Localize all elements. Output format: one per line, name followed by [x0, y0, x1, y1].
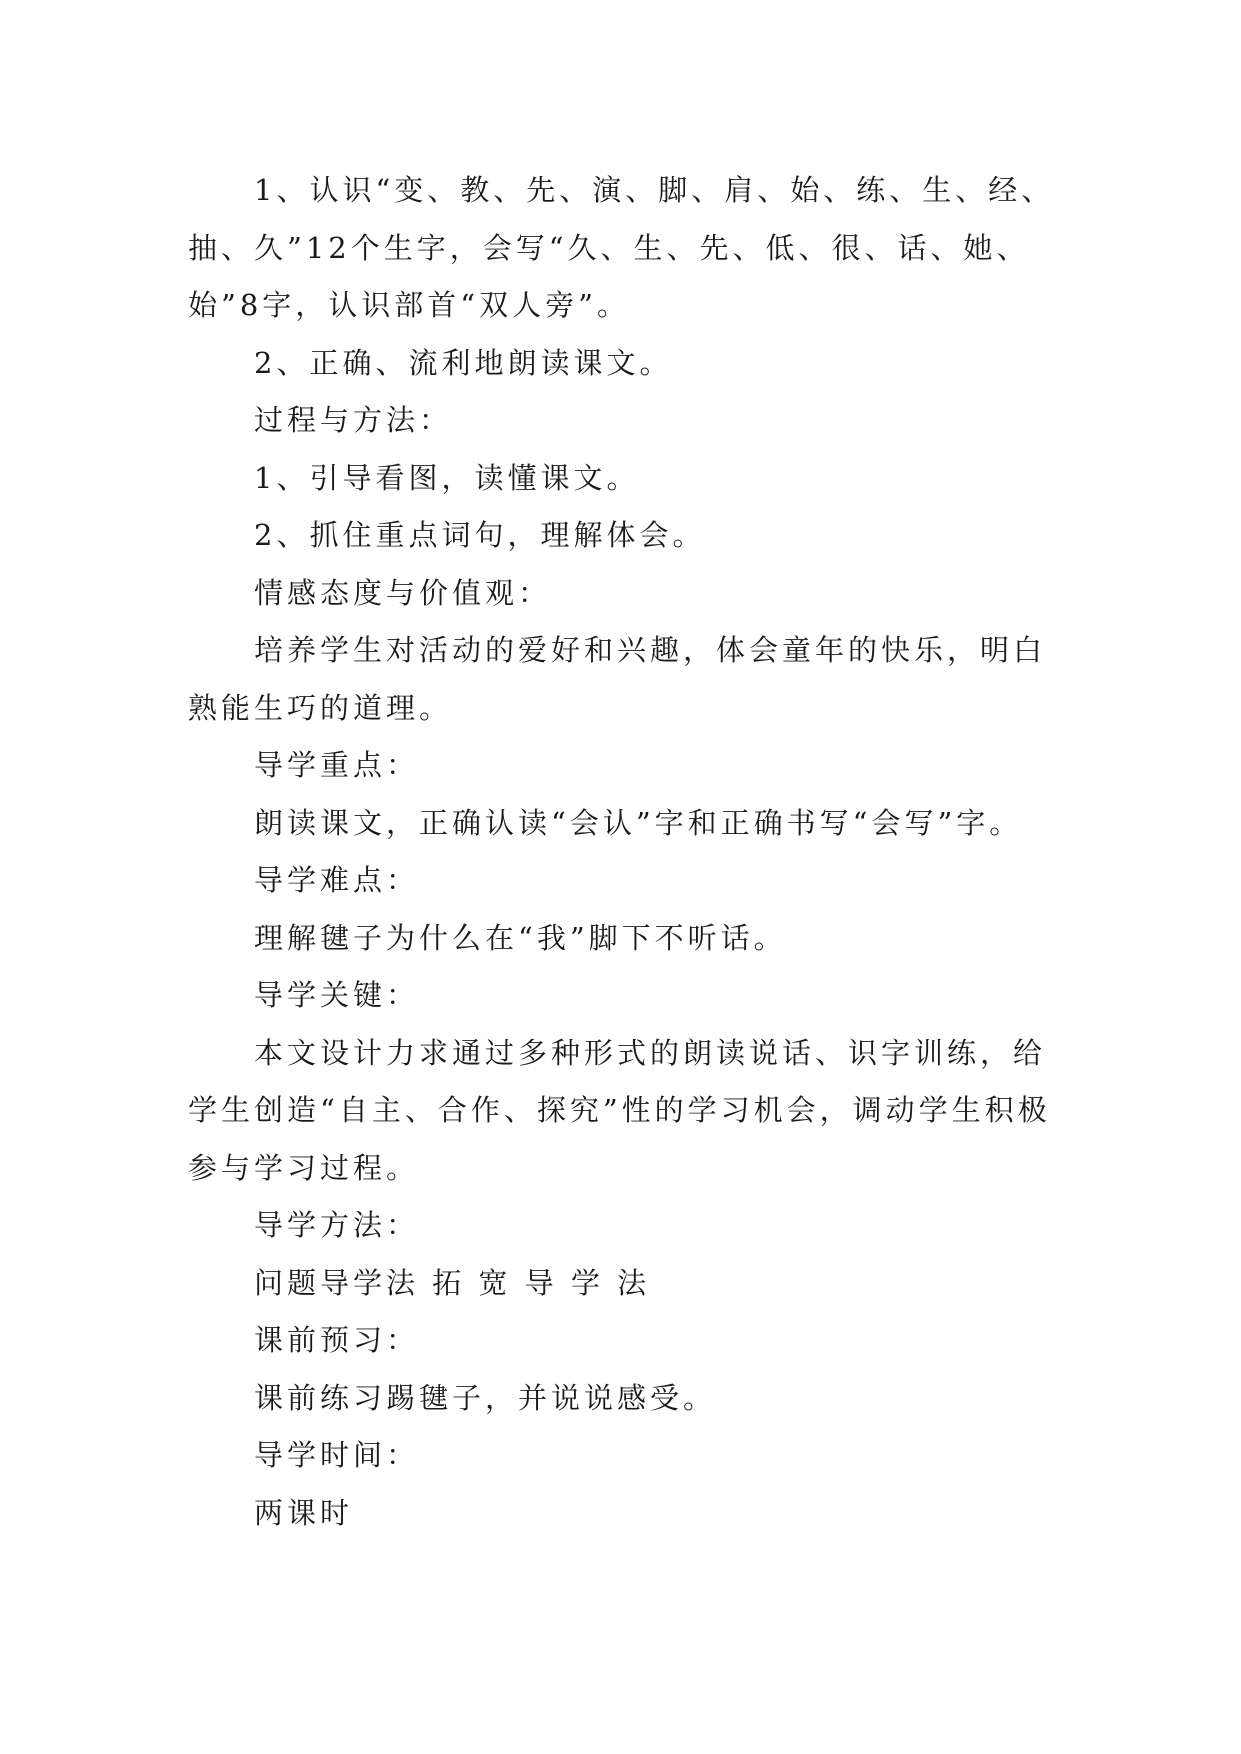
methods-text: 问题导学法 拓 宽 导 学 法 — [254, 1265, 651, 1300]
key-points-text: 朗读课文，正确认读“会认”字和正确书写“会写”字。 — [254, 805, 1023, 840]
key-link-text: 本文设计力求通过多种形式的朗读说话、识字训练，给学生创造“自主、合作、探究”性的学习机会，调动学生积极参与学习过程。 — [188, 1035, 1051, 1185]
process-item-1: 1、引导看图，读懂课文。 — [254, 460, 640, 495]
objective-1-recognize-characters: 1、认识“变、教、先、演、脚、肩、始、练、生、经、抽、久”12个生字，会写“久、生、先、低、很、话、她、始”8字，认识部首“双人旁”。 — [188, 173, 1055, 322]
document-body — [188, 162, 1056, 1542]
time-text: 两课时 — [254, 1495, 354, 1530]
process-item-2: 2、抓住重点词句，理解体会。 — [254, 518, 706, 552]
heading-key-points: 导学重点： — [254, 748, 420, 782]
heading-preview: 课前预习： — [254, 1323, 420, 1357]
heading-emotion-values: 情感态度与价值观： — [254, 575, 552, 610]
emotion-values-text: 培养学生对活动的爱好和兴趣，体会童年的快乐，明白熟能生巧的道理。 — [188, 633, 1047, 725]
preview-text: 课前练习踢毽子，并说说感受。 — [254, 1380, 717, 1415]
difficulties-text: 理解毽子为什么在“我”脚下不听话。 — [254, 920, 787, 955]
heading-difficulties: 导学难点： — [254, 863, 420, 897]
heading-methods: 导学方法： — [254, 1208, 420, 1242]
heading-time: 导学时间： — [254, 1438, 420, 1472]
heading-process-method: 过程与方法： — [254, 403, 453, 437]
objective-2-read-text: 2、正确、流利地朗读课文。 — [254, 345, 673, 380]
heading-key-link: 导学关键： — [254, 978, 420, 1012]
